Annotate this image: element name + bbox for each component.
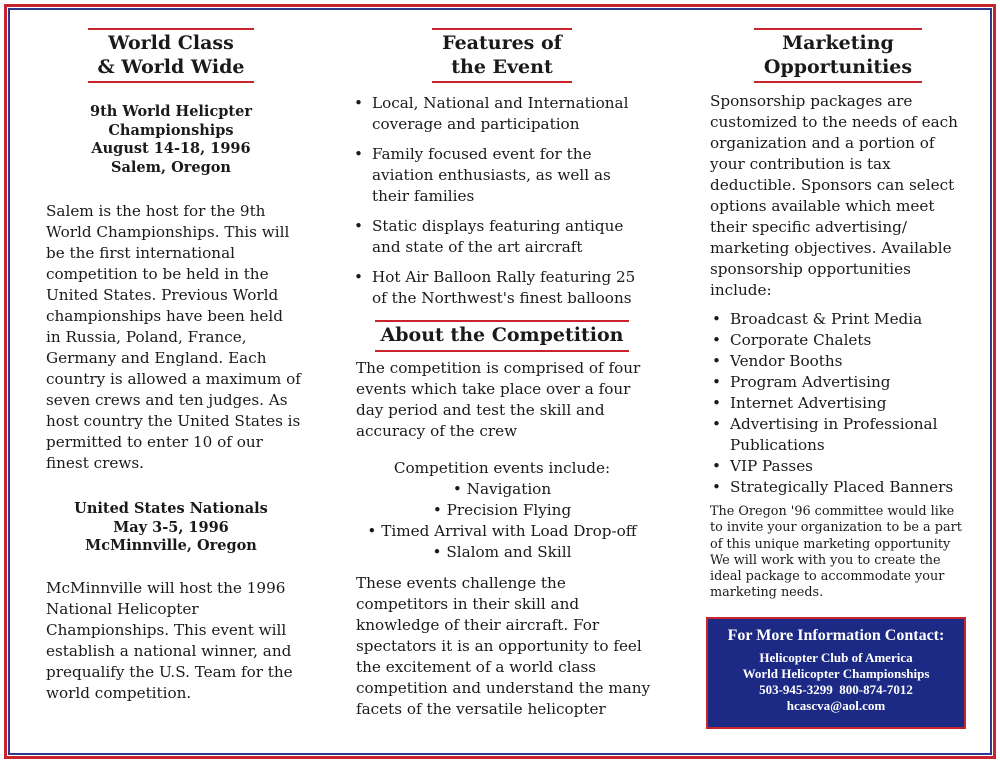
heading-world-class [40,28,302,83]
list-item: • VIP Passes [710,456,966,477]
list-item: • Broadcast & Print Media [710,309,966,330]
list-item: • Program Advertising [710,372,966,393]
heading-line: Opportunities [763,56,913,78]
us-nationals-paragraph: McMinnville will host the 1996 National Helicopter Championships. This event will establish a national winner, and prequalify the U.S. Team for the world competition. [46,578,293,702]
list-item: • Strategically Placed Banners [710,477,966,498]
contact-email[interactable]: hcascva@aol.com [786,698,886,713]
list-item: • Timed Arrival with Load Drop-off [367,522,637,540]
event-us-nationals [40,500,302,556]
heading-marketing [710,28,966,83]
event-title: 9th World Helicpter [90,103,252,120]
heading-line: the Event [451,56,553,78]
heading-line: Marketing [782,32,894,54]
event-date: August 14-18, 1996 [91,140,251,157]
events-list [352,479,652,563]
event-title: United States Nationals [74,500,268,517]
event-world-championships [40,103,302,177]
contact-box [706,617,966,729]
list-item: • Corporate Chalets [710,330,966,351]
list-item: • Precision Flying [432,501,572,519]
sponsorship-paragraph: Sponsorship packages are customized to the needs of each organization and a portion of your contribution is tax deductible. Sponsors can select options available which meet their specific advertising/ marketing objectives. Available sponsorship opportunities include: [710,92,958,299]
event-location: McMinnville, Oregon [85,537,257,554]
world-championships-paragraph: Salem is the host for the 9th World Championships. This will be the first international competition to be held in the United States. Previous World championships have been held in Russia, Poland, France, Germany and England. Each country is allowed a maximum of seven crews and ten judges. As host country the United States is permitted to enter 10 of our finest crews. [46,202,301,472]
list-item: • Advertising in Professional Publications [710,414,966,456]
sponsorship-list [710,309,966,498]
heading-features [352,28,652,83]
column-marketing [710,28,966,602]
closing-paragraph: These events challenge the competitors in their skill and knowledge of their aircraft. For spectators it is an opportunity to feel the excitement of a world class competition and understand the many facets of the versatile helicopter [356,574,651,718]
event-title: Championships [108,121,234,139]
list-item: • Local, National and International coverage and participation [352,93,652,135]
heading-line: About the Competition [380,324,624,346]
contact-event: World Helicopter Championships [742,666,930,681]
heading-line: & World Wide [97,56,245,78]
list-item: • Vendor Booths [710,351,966,372]
contact-title: For More Information Contact: [727,627,945,644]
event-date: May 3-5, 1996 [113,518,229,536]
list-item: • Slalom and Skill [432,543,572,561]
list-item: • Navigation [452,480,552,498]
heading-line: World Class [108,32,234,54]
column-world-class [40,28,302,704]
heading-line: Features of [442,32,562,54]
invitation-paragraph: The Oregon '96 committee would like to invite your organization to be a part of this unique marketing opportunity We will work with you to create the ideal package to accommodate your marketing needs. [710,504,962,601]
list-item: • Internet Advertising [710,393,966,414]
list-item: • Hot Air Balloon Rally featuring 25 of the Northwest's finest balloons [352,267,652,309]
contact-phone: 503-945-3299 800-874-7012 [759,682,913,697]
event-location: Salem, Oregon [111,158,231,176]
column-features [352,28,652,720]
about-paragraph: The competition is comprised of four events which take place over a four day period and test the skill and accuracy of the crew [356,359,641,440]
features-list [352,93,652,309]
contact-org: Helicopter Club of America [759,650,913,665]
list-item: • Family focused event for the aviation enthusiasts, as well as their families [352,144,652,207]
events-intro: Competition events include: [393,459,611,477]
list-item: • Static displays featuring antique and state of the art aircraft [352,216,652,258]
heading-about-competition [352,320,652,352]
